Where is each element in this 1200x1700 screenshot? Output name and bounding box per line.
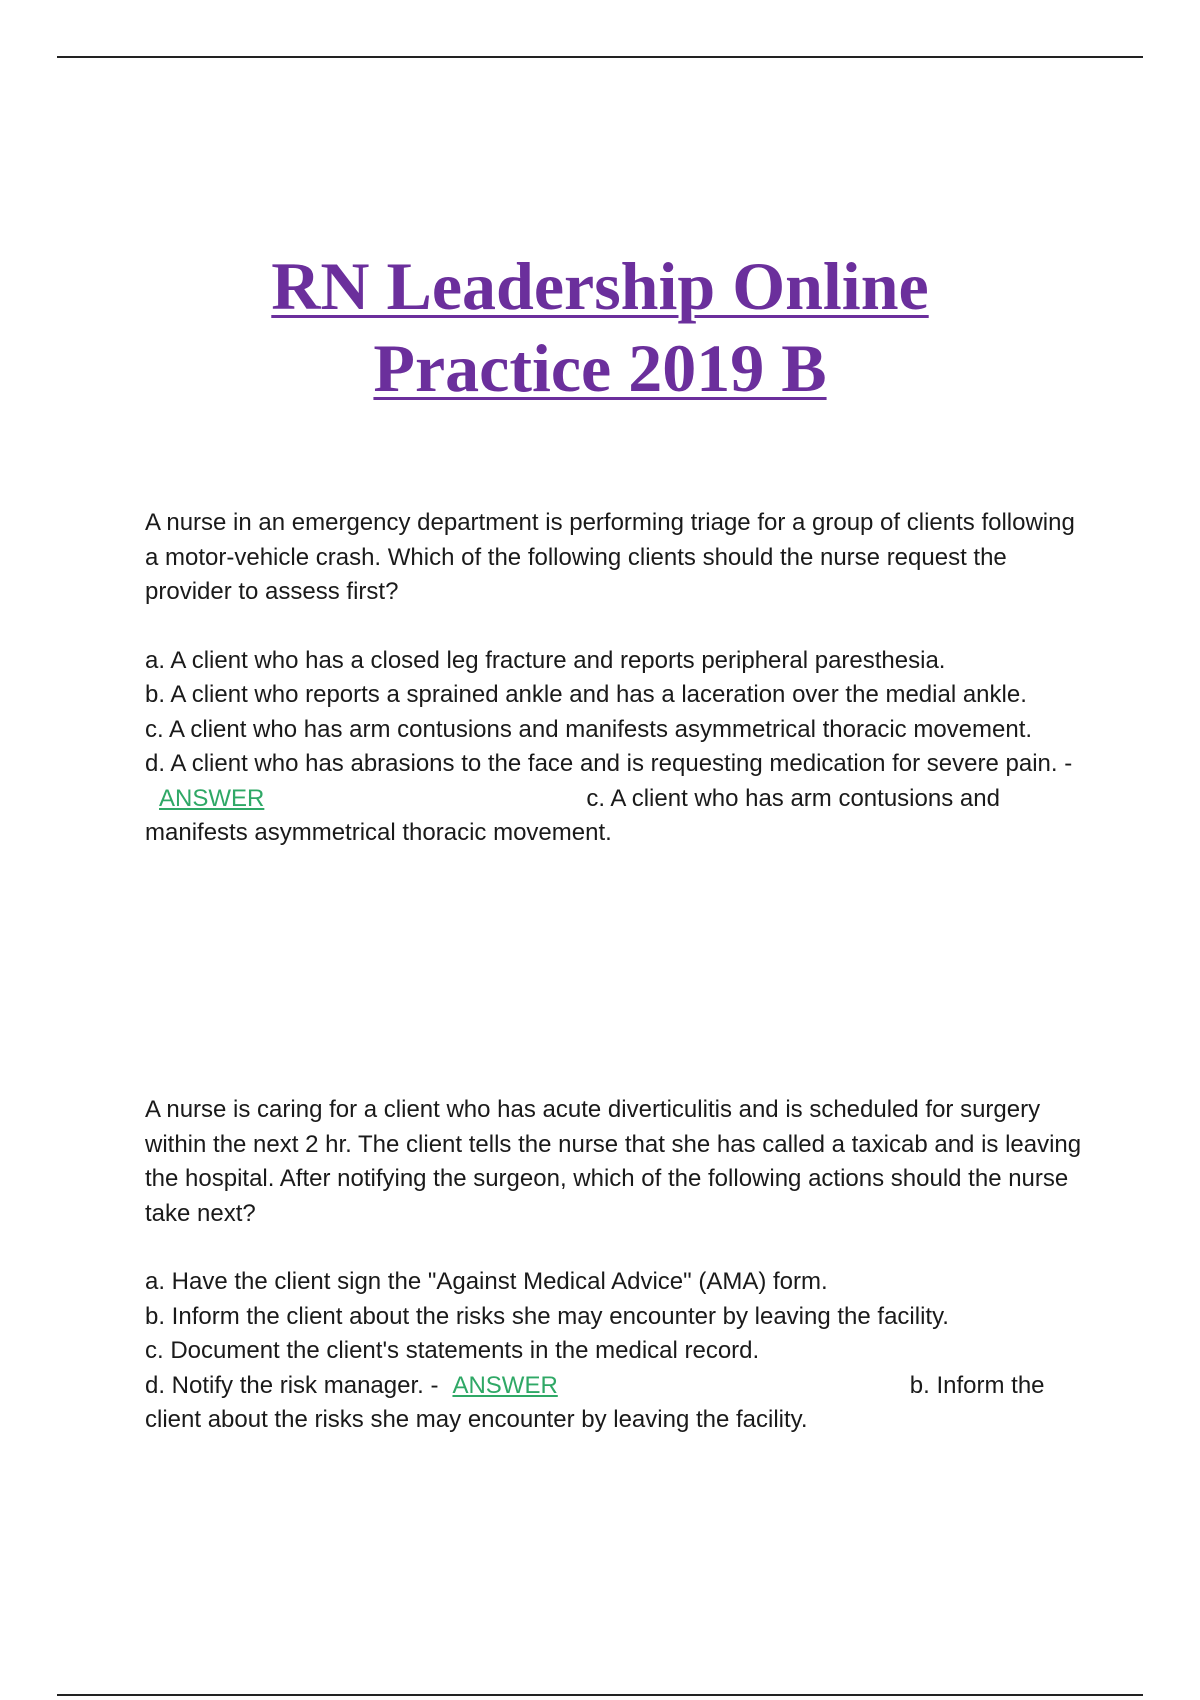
option-b: b. Inform the client about the risks she may encounter by leaving the facility. xyxy=(145,1302,949,1330)
document-title xyxy=(0,245,1200,409)
answer-label: ANSWER xyxy=(452,1371,558,1399)
question-stem: A nurse in an emergency department is performing triage for a group of clients following a motor-vehicle crash. Which of the following clients should the nurse request the provider to assess first? xyxy=(145,509,1075,605)
answer-options xyxy=(145,1265,1090,1438)
title-line-1: RN Leadership Online xyxy=(271,248,929,324)
question-2 xyxy=(145,1093,1090,1438)
question-stem: A nurse is caring for a client who has acute diverticulitis and is scheduled for surgery within the next 2 hr. The client tells the nurse that she has called a taxicab and is leaving the hospital. After notifying the surgeon, which of the following actions should the nurse take next? xyxy=(145,1096,1082,1227)
top-rule xyxy=(57,56,1143,58)
option-d: d. Notify the risk manager. - xyxy=(145,1371,439,1399)
bottom-rule xyxy=(57,1694,1143,1696)
question-1 xyxy=(145,506,1090,851)
answer-options xyxy=(145,644,1090,851)
option-d-with-answer xyxy=(145,747,1090,851)
option-a: a. Have the client sign the "Against Medical Advice" (AMA) form. xyxy=(145,1268,828,1295)
option-d-with-answer xyxy=(145,1369,1090,1438)
answer-text: b. Inform the client about the risks she may encounter by leaving the facility. xyxy=(145,1371,1045,1433)
option-b: b. A client who reports a sprained ankle and has a laceration over the medial ankle. xyxy=(145,681,1027,708)
option-a: a. A client who has a closed leg fracture and reports peripheral paresthesia. xyxy=(145,646,946,674)
answer-text: c. A client who has arm contusions and manifests asymmetrical thoracic movement. xyxy=(145,784,1000,846)
option-c: c. A client who has arm contusions and manifests asymmetrical thoracic movement. xyxy=(145,715,1033,743)
option-d: d. A client who has abrasions to the face and is requesting medication for severe pain. - xyxy=(145,750,1073,777)
option-c: c. Document the client's statements in the medical record. xyxy=(145,1337,760,1364)
answer-label: ANSWER xyxy=(159,784,265,812)
title-line-2: Practice 2019 B xyxy=(373,330,827,406)
